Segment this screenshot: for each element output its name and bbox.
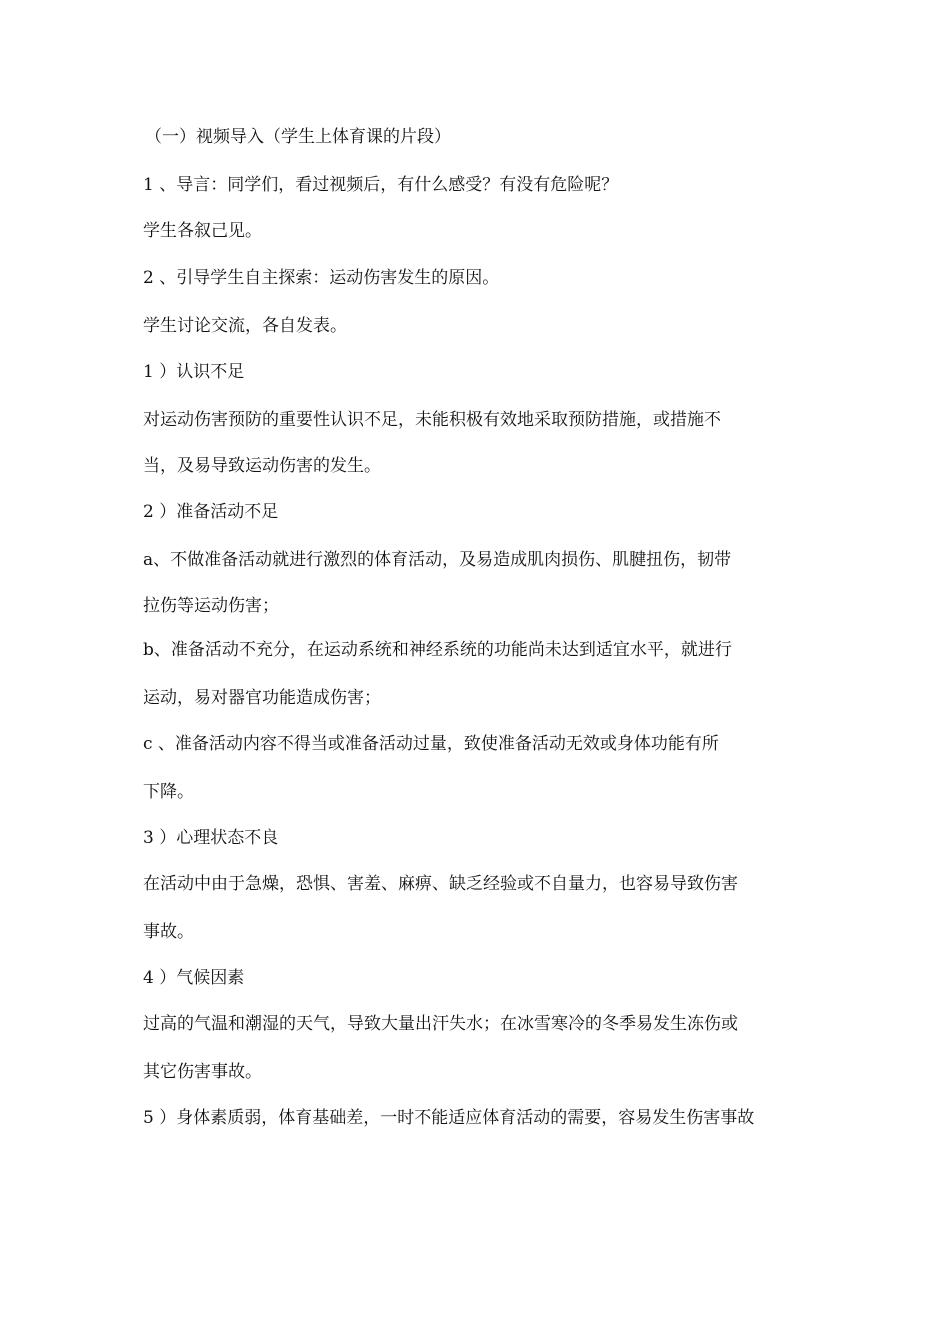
paragraph-awareness-line-1: 对运动伤害预防的重要性认识不足，未能积极有效地采取预防措施，或措施不 <box>143 410 721 430</box>
paragraph-intro-question: 1 、导言：同学们，看过视频后，有什么感受？有没有危险呢？ <box>143 175 619 195</box>
heading-video-intro: （一）视频导入（学生上体育课的片段） <box>145 127 451 147</box>
paragraph-warmup-a-line-2: 拉伤等运动伤害； <box>143 596 279 616</box>
paragraph-warmup-b-line-2: 运动，易对器官功能造成伤害； <box>143 688 381 708</box>
paragraph-warmup-c-line-2: 下降。 <box>143 782 194 802</box>
subheading-psychology: 3 ）心理状态不良 <box>143 828 279 848</box>
paragraph-awareness-line-2: 当，及易导致运动伤害的发生。 <box>143 456 381 476</box>
paragraph-physical-condition: 5 ）身体素质弱，体育基础差，一时不能适应体育活动的需要，容易发生伤害事故 <box>143 1108 755 1128</box>
paragraph-student-views: 学生各叙己见。 <box>143 221 262 241</box>
paragraph-psychology-line-2: 事故。 <box>143 922 194 942</box>
paragraph-student-discussion: 学生讨论交流，各自发表。 <box>143 316 347 336</box>
paragraph-weather-line-1: 过高的气温和潮湿的天气，导致大量出汗失水；在冰雪寒冷的冬季易发生冻伤或 <box>143 1014 738 1034</box>
subheading-weather: 4 ）气候因素 <box>143 968 245 988</box>
paragraph-weather-line-2: 其它伤害事故。 <box>143 1062 262 1082</box>
paragraph-warmup-c-line-1: c 、准备活动内容不得当或准备活动过量，致使准备活动无效或身体功能有所 <box>143 734 719 754</box>
paragraph-guided-exploration: 2 、引导学生自主探索：运动伤害发生的原因。 <box>143 268 500 288</box>
paragraph-warmup-a-line-1: a、不做准备活动就进行激烈的体育活动，及易造成肌肉损伤、肌腱扭伤，韧带 <box>143 550 732 570</box>
subheading-warmup: 2 ）准备活动不足 <box>143 502 279 522</box>
paragraph-psychology-line-1: 在活动中由于急燥，恐惧、害羞、麻痹、缺乏经验或不自量力，也容易导致伤害 <box>143 874 738 894</box>
subheading-awareness: 1 ）认识不足 <box>143 362 245 382</box>
paragraph-warmup-b-line-1: b、准备活动不充分，在运动系统和神经系统的功能尚未达到适宜水平，就进行 <box>143 640 732 660</box>
